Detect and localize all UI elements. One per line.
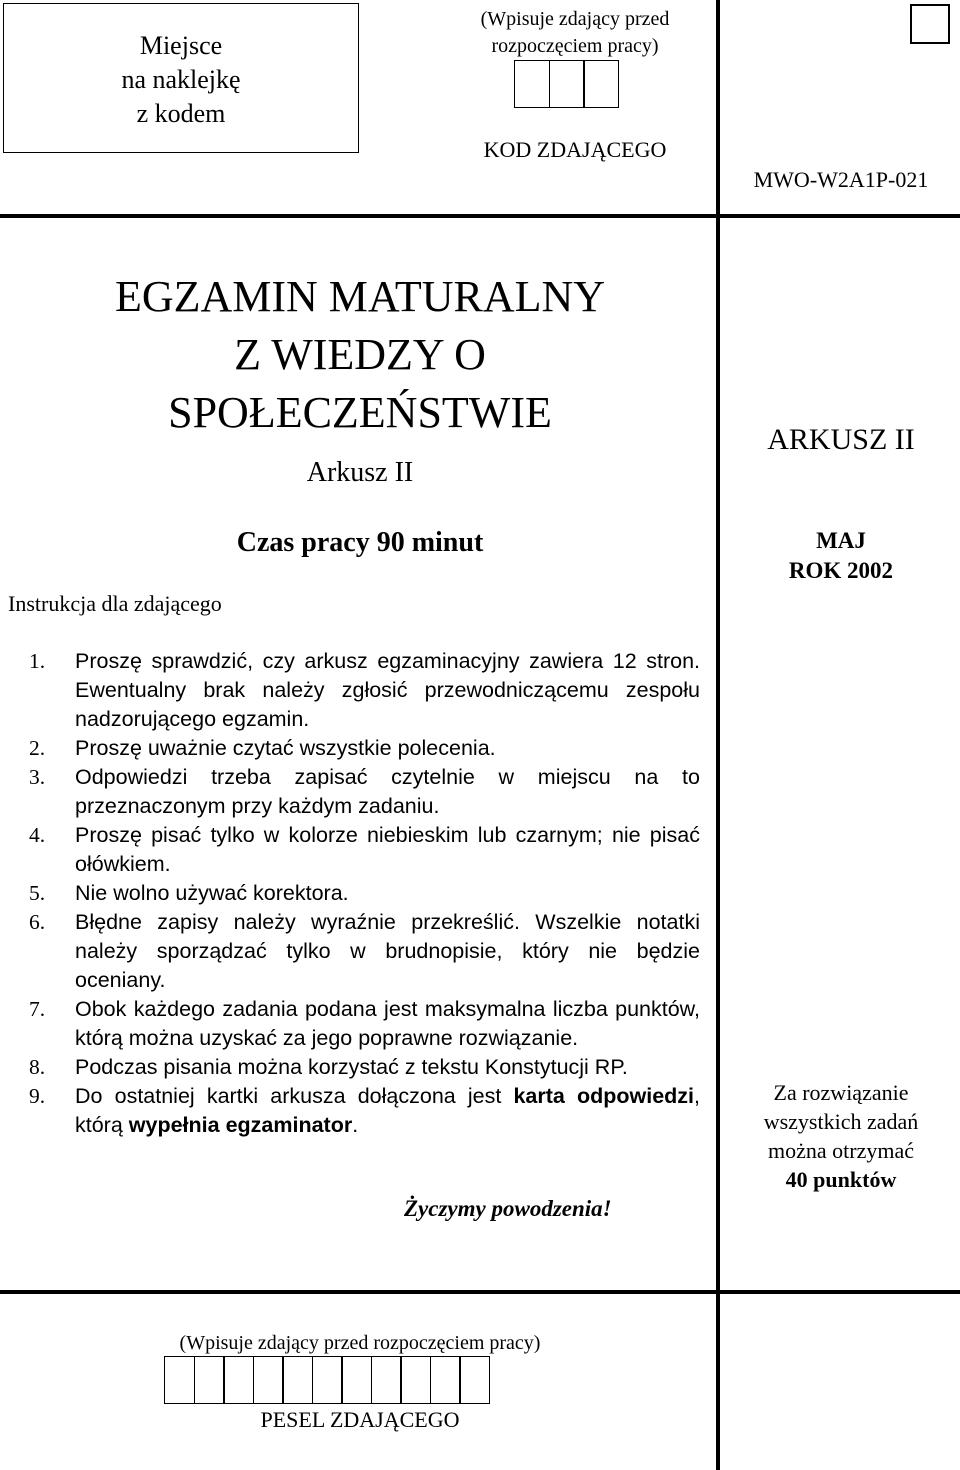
instruction-number: 9. bbox=[29, 1084, 46, 1108]
sticker-placeholder-box bbox=[3, 3, 359, 153]
session-year: ROK 2002 bbox=[788, 558, 894, 583]
vertical-divider bbox=[716, 0, 720, 1470]
instruction-item bbox=[29, 734, 700, 763]
pesel-cell[interactable] bbox=[253, 1356, 284, 1404]
pesel-cell[interactable] bbox=[371, 1356, 402, 1404]
pesel-cell[interactable] bbox=[400, 1356, 431, 1404]
instruction-number: 4. bbox=[29, 823, 46, 847]
points-total: 40 punktów bbox=[785, 1167, 897, 1192]
code-note-line-1: (Wpisuje zdający przed bbox=[480, 8, 670, 30]
instruction-text: Proszę uważnie czytać wszystkie polecenia. bbox=[75, 736, 496, 760]
instruction-text: Podczas pisania można korzystać z tekstu Konstytucji RP. bbox=[75, 1055, 628, 1079]
points-line-2: wszystkich zadań bbox=[763, 1109, 919, 1134]
code-cell[interactable] bbox=[514, 60, 550, 108]
answer-card-emphasis: karta odpowiedzi bbox=[513, 1084, 695, 1108]
instruction-text-part: Do ostatniej kartki arkusza dołączona jest bbox=[75, 1084, 514, 1108]
code-label: KOD ZDAJĄCEGO bbox=[483, 137, 667, 162]
instruction-number: 8. bbox=[29, 1055, 46, 1079]
sheet-label: Arkusz II bbox=[306, 457, 414, 488]
points-info bbox=[722, 1078, 960, 1194]
code-cell[interactable] bbox=[583, 60, 619, 108]
instruction-text: Nie wolno używać korektora. bbox=[75, 881, 349, 905]
instruction-text: Proszę pisać tylko w kolorze niebieskim lub czarnym; nie pisać ołówkiem. bbox=[75, 823, 700, 876]
exam-code: MWO-W2A1P-021 bbox=[753, 167, 929, 192]
instructions-list bbox=[29, 647, 700, 1140]
session-info bbox=[722, 526, 960, 586]
instruction-item bbox=[29, 995, 700, 1053]
instruction-item bbox=[29, 879, 700, 908]
pesel-cell[interactable] bbox=[164, 1356, 195, 1404]
title-line-2: Z WIEDZY O bbox=[234, 330, 486, 379]
sticker-line-2: na naklejkę bbox=[121, 65, 241, 94]
code-cell[interactable] bbox=[549, 60, 585, 108]
instruction-number: 5. bbox=[29, 881, 46, 905]
title-line-3: SPOŁECZEŃSTWIE bbox=[168, 388, 552, 437]
session-month: MAJ bbox=[816, 528, 866, 553]
pesel-cell[interactable] bbox=[194, 1356, 225, 1404]
pesel-cell[interactable] bbox=[430, 1356, 461, 1404]
sidebar-sheet: ARKUSZ II bbox=[767, 423, 915, 456]
instruction-item bbox=[29, 647, 700, 734]
examiner-emphasis: wypełnia egzaminator bbox=[128, 1113, 353, 1137]
instruction-text: Proszę sprawdzić, czy arkusz egzaminacyjny zawiera 12 stron. Ewentualny brak należy zgłosić przewodniczącemu zespołu nadzorującego egzamin. bbox=[75, 649, 700, 731]
pesel-cell[interactable] bbox=[282, 1356, 313, 1404]
instruction-item bbox=[29, 1053, 700, 1082]
pesel-note: (Wpisuje zdający przed rozpoczęciem pracy) bbox=[179, 1332, 541, 1354]
top-divider bbox=[0, 214, 960, 218]
instruction-text-part: . bbox=[352, 1113, 359, 1137]
instruction-text: Błędne zapisy należy wyraźnie przekreślić. Wszelkie notatki należy sporządzać tylko w brudnopisie, który nie będzie oceniany. bbox=[75, 910, 700, 992]
pesel-cell[interactable] bbox=[459, 1356, 490, 1404]
pesel-input-boxes[interactable] bbox=[164, 1356, 490, 1404]
title-line-1: EGZAMIN MATURALNY bbox=[114, 272, 606, 321]
instruction-number: 1. bbox=[29, 649, 46, 673]
instruction-number: 7. bbox=[29, 997, 46, 1021]
instruction-number: 3. bbox=[29, 765, 46, 789]
instruction-item bbox=[29, 821, 700, 879]
points-line-1: Za rozwiązanie bbox=[773, 1080, 909, 1105]
bottom-divider bbox=[0, 1290, 960, 1294]
instruction-text-part: , którą bbox=[75, 1084, 701, 1137]
instruction-number: 6. bbox=[29, 910, 46, 934]
instruction-text: Obok każdego zadania podana jest maksymalna liczba punktów, którą można uzyskać za jego poprawne rozwiązanie. bbox=[75, 997, 700, 1050]
code-note bbox=[470, 6, 680, 60]
instruction-item bbox=[29, 763, 700, 821]
instruction-number: 2. bbox=[29, 736, 46, 760]
instruction-text: Odpowiedzi trzeba zapisać czytelnie w miejscu na to przeznaczonym przy każdym zadaniu. bbox=[75, 765, 700, 818]
pesel-cell[interactable] bbox=[223, 1356, 254, 1404]
sticker-line-3: z kodem bbox=[136, 99, 226, 128]
code-input-boxes[interactable] bbox=[514, 60, 619, 108]
corner-checkbox bbox=[910, 4, 950, 44]
instruction-item bbox=[29, 908, 700, 995]
instruction-text bbox=[75, 1082, 700, 1140]
time-label: Czas pracy 90 minut bbox=[236, 527, 484, 558]
good-luck: Życzymy powodzenia! bbox=[404, 1196, 612, 1221]
sticker-line-1: Miejsce bbox=[139, 31, 223, 60]
pesel-label: PESEL ZDAJĄCEGO bbox=[260, 1407, 460, 1432]
pesel-cell[interactable] bbox=[312, 1356, 343, 1404]
instruction-item bbox=[29, 1082, 700, 1140]
exam-title bbox=[60, 268, 660, 442]
code-note-line-2: rozpoczęciem pracy) bbox=[491, 35, 659, 57]
points-line-3: można otrzymać bbox=[768, 1138, 914, 1163]
pesel-cell[interactable] bbox=[341, 1356, 372, 1404]
instructions-heading: Instrukcja dla zdającego bbox=[8, 591, 222, 616]
